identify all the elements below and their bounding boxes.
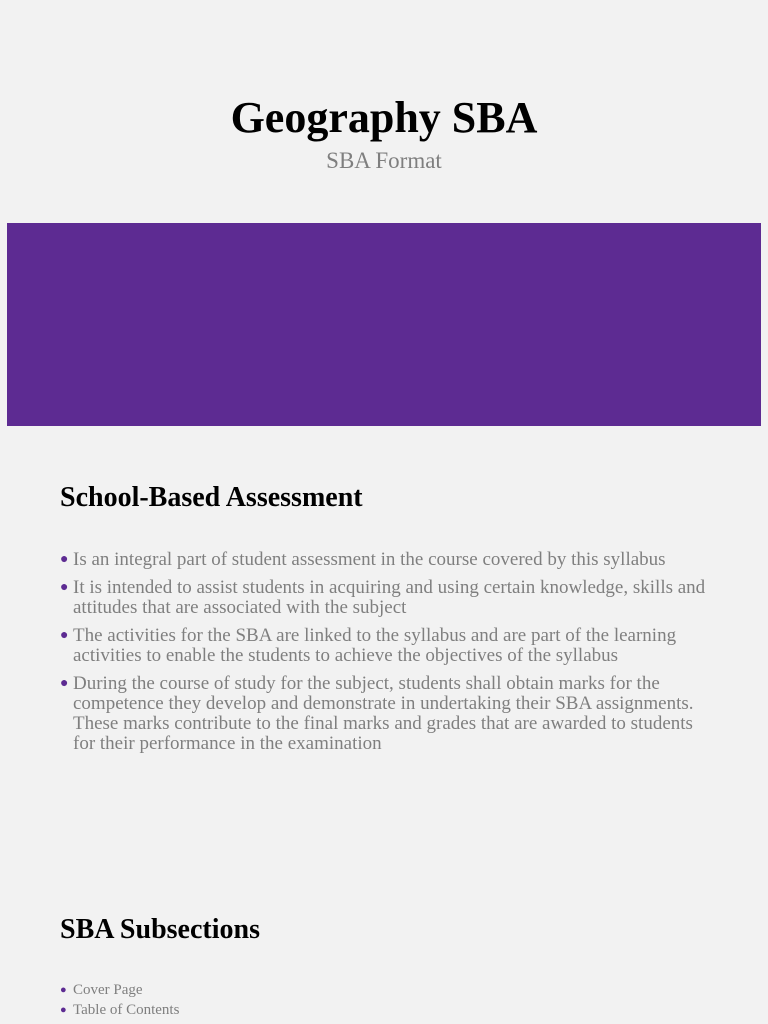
bullet-text: Is an integral part of student assessment in the course covered by this syllabus — [73, 549, 666, 570]
list-item — [60, 1000, 710, 1020]
bullet-text: During the course of study for the subject, students shall obtain marks for the competence they develop and demonstrate in undertaking their SBA assignments. These marks contribute to the final marks and grades that are awarded to students for their performance in the examination — [73, 673, 694, 754]
assessment-bullet-list — [60, 550, 710, 762]
list-item — [60, 550, 710, 570]
bullet-text: Table of Contents — [73, 1002, 180, 1018]
page-title: Geography SBA — [230, 93, 538, 142]
bullet-text: Cover Page — [73, 982, 143, 998]
list-item — [60, 626, 710, 666]
purple-banner — [7, 223, 761, 426]
bullet-dot-icon: ● — [60, 1004, 67, 1016]
bullet-dot-icon: ● — [60, 628, 69, 643]
bullet-text: It is intended to assist students in acquiring and using certain knowledge, skills and attitudes that are associated with the subject — [73, 577, 706, 618]
section-heading-school-based-assessment: School-Based Assessment — [60, 482, 363, 513]
bullet-text: The activities for the SBA are linked to the syllabus and are part of the learning activities to enable the students to achieve the objectives of the syllabus — [73, 625, 677, 666]
bullet-dot-icon: ● — [60, 580, 69, 595]
list-item — [60, 578, 710, 618]
list-item — [60, 674, 710, 754]
section-heading-sba-subsections: SBA Subsections — [60, 914, 260, 945]
bullet-dot-icon: ● — [60, 676, 69, 691]
bullet-dot-icon: ● — [60, 984, 67, 996]
page-subtitle: SBA Format — [326, 148, 442, 173]
list-item — [60, 980, 710, 1000]
subsections-bullet-list — [60, 980, 710, 1020]
bullet-dot-icon: ● — [60, 552, 69, 567]
